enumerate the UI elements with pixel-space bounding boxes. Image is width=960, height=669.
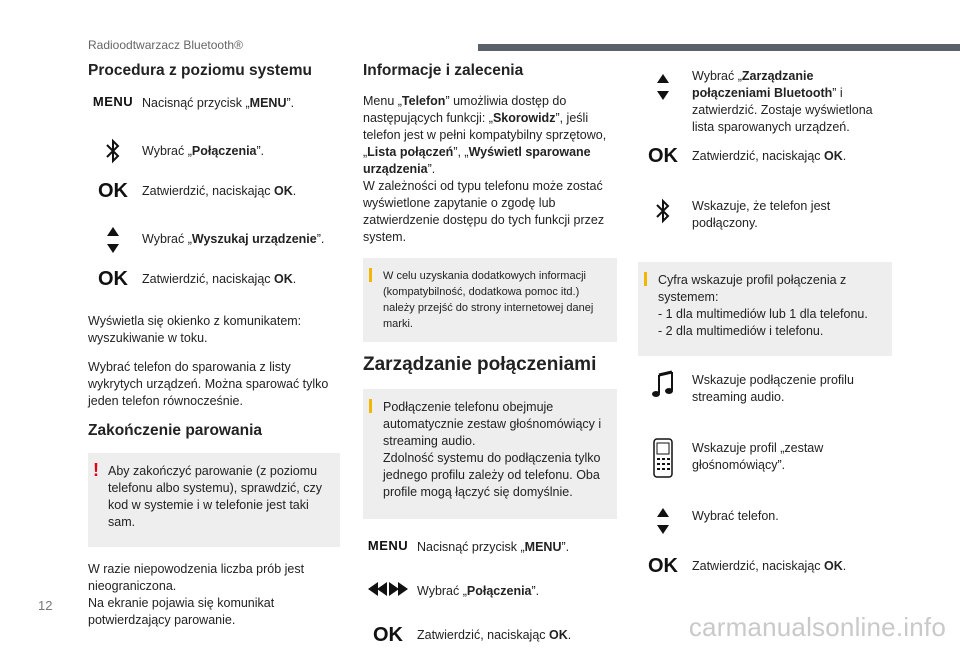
up-down-arrows-icon xyxy=(656,72,670,102)
step-search: Wybrać „Wyszukaj urządzenie”. xyxy=(88,225,340,263)
info-box-connection: Podłączenie telefonu obejmuje automatycznie zestaw głośnomówiący i streaming audio. Zdolność systemu do podłączenia tylko jednego profilu zależy od telefonu. Oba profile mogą łączyć się domyślnie. xyxy=(363,389,617,519)
column-3 xyxy=(638,68,892,600)
phone-handset-icon xyxy=(652,438,674,478)
step-manage-bluetooth: Wybrać „Zarządzanie połączeniami Bluetooth” i zatwierdzić. Zostaje wyświetlona lista sparowanych urządzeń. xyxy=(638,68,892,136)
paragraph-searching: Wyświetla się okienko z komunikatem: wyszukiwanie w toku. xyxy=(88,314,302,345)
step-ok-3: OK Zatwierdzić, naciskając OK. xyxy=(373,624,572,646)
heading-info: Informacje i zalecenia xyxy=(363,62,524,79)
column-1 xyxy=(88,62,340,629)
step-select-phone: Wybrać telefon. xyxy=(638,506,892,550)
paragraph-select-phone: Wybrać telefon do sparowania z listy wykrytych urządzeń. Można sparować tylko jeden telefon równocześnie. xyxy=(88,360,329,408)
menu-key-icon: MENU xyxy=(367,538,409,553)
step-menu-2: MENU Nacisnąć przycisk „MENU”. xyxy=(367,538,570,554)
header-title: Radioodtwarzacz Bluetooth® xyxy=(88,38,243,52)
heading-procedure: Procedura z poziomu systemu xyxy=(88,62,312,79)
music-note-icon xyxy=(650,370,676,400)
warning-icon: ! xyxy=(93,460,99,480)
menu-key-icon: MENU xyxy=(92,94,134,109)
paragraph-attempts: W razie niepowodzenia liczba prób jest nieograniczona. Na ekranie pojawia się komunikat potwierdzający parowanie. xyxy=(88,562,305,627)
step-ok-2: OK Zatwierdzić, naciskając OK. xyxy=(98,268,297,290)
info-marker-icon xyxy=(644,272,647,286)
ok-key-icon: OK xyxy=(648,555,678,577)
heading-finish-pairing: Zakończenie parowania xyxy=(88,422,262,439)
ok-key-icon: OK xyxy=(98,180,128,202)
up-down-arrows-icon xyxy=(656,506,670,536)
header-bar xyxy=(478,44,960,51)
step-bluetooth: Wybrać „Połączenia”. xyxy=(88,137,340,175)
left-right-arrows-icon xyxy=(366,581,410,597)
info-marker-icon xyxy=(369,399,372,413)
info-box-website: W celu uzyskania dodatkowych informacji (kompatybilność, dodatkowa pomoc itd.) należy przejść do strony internetowej danej marki. xyxy=(363,258,617,342)
paragraph-permission: W zależności od typu telefonu może zostać wyświetlone zapytanie o zgodę lub zatwierdzenie dostępu do tych funkcji przez system. xyxy=(363,179,605,244)
step-ok-5: OK Zatwierdzić, naciskając OK. xyxy=(648,555,847,577)
up-down-arrows-icon xyxy=(106,225,120,255)
ok-key-icon: OK xyxy=(648,145,678,167)
info-box-profile: Cyfra wskazuje profil połączenia z systemem: - 1 dla multimediów lub 1 dla telefonu. - 2 dla multimediów i telefonu. xyxy=(638,262,892,356)
step-phone-connected: Wskazuje, że telefon jest podłączony. xyxy=(638,196,892,248)
warning-box: ! Aby zakończyć parowanie (z poziomu telefonu albo systemu), sprawdzić, czy kod w systemie i w telefonie jest taki sam. xyxy=(88,453,340,547)
info-marker-icon xyxy=(369,268,372,282)
ok-key-icon: OK xyxy=(373,624,403,646)
bluetooth-icon xyxy=(104,137,122,165)
heading-connection-management: Zarządzanie połączeniami xyxy=(363,354,597,375)
step-ok-1: OK Zatwierdzić, naciskając OK. xyxy=(98,180,297,202)
paragraph-phone-menu: Menu „Telefon” umożliwia dostęp do następujących funkcji: „Skorowidz”, jeśli telefon jest w pełni kompatybilny sprzętowo, „Lista połączeń”, „Wyświetl sparowane urządzenia”. xyxy=(363,94,607,176)
column-2 xyxy=(363,62,617,669)
watermark: carmanualsonline.info xyxy=(688,612,946,642)
step-streaming: Wskazuje podłączenie profilu streaming audio. xyxy=(638,370,892,430)
step-menu: MENU Nacisnąć przycisk „MENU”. xyxy=(92,94,295,110)
bluetooth-icon xyxy=(654,196,672,226)
step-handsfree: Wskazuje profil „zestaw głośnomówiący”. xyxy=(638,438,892,498)
ok-key-icon: OK xyxy=(98,268,128,290)
step-connections-2: Wybrać „Połączenia”. xyxy=(363,581,617,619)
step-ok-4: OK Zatwierdzić, naciskając OK. xyxy=(648,145,847,167)
page-number: 12 xyxy=(38,598,53,613)
